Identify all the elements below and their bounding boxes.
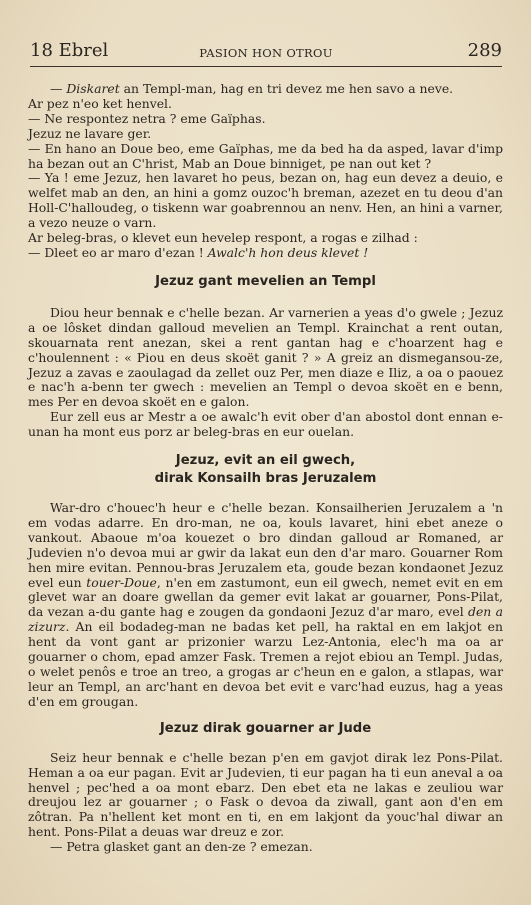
section-heading-2 bbox=[28, 452, 503, 488]
paragraph-italic: touer-Doue bbox=[86, 574, 157, 590]
dialogue-line-4: Jezuz ne lavare ger. bbox=[28, 125, 152, 141]
dialogue-text: an Templ-man, hag en tri devez me hen savo a neve. bbox=[119, 81, 454, 96]
paragraph-italic: den a zizurz bbox=[28, 604, 503, 635]
section-1-paragraph-2: Eur zell eus ar Mestr a oe awalc'h evit ober d'an abostol dont ennan e-unan ha mont eus porz ar beleg-bras en eur ouelan. bbox=[28, 409, 503, 440]
section-3-paragraph-2: — Petra glasket gant an den-ze ? emezan. bbox=[50, 839, 313, 855]
dialogue-line-3: — Ne respontez netra ? eme Gaïphas. bbox=[28, 110, 266, 126]
dialogue-line-8 bbox=[28, 246, 503, 261]
paragraph-text: . An eil bodadeg-man ne badas ket pell, ha raktal en em lakjot en hent da vont gant ar prizonier warzu Lez-Antonia, elec'h ma oa ar gouarner o chom, epad amzer Fask. Tremen a rejot ebiou an Templ. Judas, o welet penôs e troe an treo, a grogas ar c'heun en e galon, a stlapas, war leur an Templ, an arc'hant en devoa bet evit e varc'had euzus, hag a yeas d'en em grougan. bbox=[28, 619, 503, 709]
page-number: 289 bbox=[467, 40, 502, 61]
dialogue-line-1 bbox=[28, 82, 503, 97]
section-heading-2-line-1: Jezuz, evit an eil gwech, bbox=[175, 453, 356, 469]
section-2-paragraph bbox=[28, 501, 503, 710]
dialogue-text: — Dleet eo ar maro d'ezan ! bbox=[28, 244, 208, 260]
section-1-paragraph-1: Diou heur bennak e c'helle bezan. Ar varnerien a yeas d'o gwele ; Jezuz a oe lôsket dindan galloud mevelien an Templ. Krainchat a rent outan, skouarnata rent anezan, skei a rent gantan hag e c'hoarzent hag e c'houlennent : « Piou en deus skoët ganit ? » A greiz an dismegansou-ze, Jezuz a zavas e zaoulagad da zellet ouz Per, men diaze e Iliz, a oa o paouez e nac'h a-benn ter gwech : mevelien an Templ o devoa skoët en e benn, mes Per en devoa skoët en e galon. bbox=[28, 304, 503, 410]
section-heading-3: Jezuz dirak gouarner ar Jude bbox=[159, 720, 372, 736]
dialogue-line-7: Ar beleg-bras, o klevet eun hevelep respont, a rogas e zilhad : bbox=[28, 230, 418, 246]
paragraph-text: War-dro c'houec'h heur e c'helle bezan. Konsailherien Jeruzalem a 'n em vodas adarre. En dro-man, ne oa, kouls lavaret, hini ebet aneze o vankout. Abaoue m'oa kouezet o bro dindan galloud ar Romaned, ar Judevien n'o devoa mui ar gwir da lakat eun den d'ar maro. Gouarner Rom hen mire evitan. Pennou-bras Jeruzalem eta, goude bezan kondaonet Jezuz evel eun bbox=[28, 500, 503, 590]
section-heading-2-line-2: dirak Konsailh bras Jeruzalem bbox=[154, 471, 377, 487]
page-header bbox=[30, 40, 502, 67]
section-3-paragraph-1: Seiz heur bennak e c'helle bezan p'en em gavjot dirak lez Pons-Pilat. Heman a oa eur pagan. Evit ar Judevien, ti eur pagan ha ti eun aneval a oa henvel ; pec'hed a oa mont ebarz. Den ebet eta ne lakas e zeuliou war dreujou lez ar gouarner ; o Fask o devoa da ziwall, gant aon d'en em zôtran. Pa n'hellent ket mont en ti, en em lakjont da youc'hal diwar an hent. Pons-Pilat a deuas war dreuz e zor. bbox=[28, 749, 503, 840]
paragraph-text: , n'en em zastumont, eun eil gwech, nemet evit en em glevet war an doare gwellan da gemer evit lakat ar gouarner, Pons-Pilat, da vezan a-du gante hag e zougen da gondaoni Jezuz d'ar maro, evel bbox=[28, 574, 503, 620]
dialogue-italic: Awalc'h hon deus klevet ! bbox=[207, 244, 369, 260]
dialogue-line-5: — En hano an Doue beo, eme Gaïphas, me da bed ha da asped, lavar d'imp ha bezan out an C'hrist, Mab an Doue binniget, pe nan out ket ? bbox=[28, 140, 503, 171]
dialogue-dash: — bbox=[50, 81, 67, 96]
dialogue-italic: Diskaret bbox=[66, 81, 120, 96]
header-date: 18 Ebrel bbox=[30, 40, 109, 61]
dialogue-line-6: — Ya ! eme Jezuz, hen lavaret ho peus, bezan on, hag eun devez a deuio, e welfet mab an den, an hini a gomz ouzoc'h breman, azezet en tu deou d'an Holl-C'halloudeg, o tiskenn war goabrennou an nenv. Hen, an hini a varner, a vezo neuze o varn. bbox=[28, 170, 503, 231]
page-body bbox=[28, 82, 503, 855]
dialogue-line-2: Ar pez n'eo ket henvel. bbox=[28, 95, 172, 111]
running-title: PASION HON OTROU bbox=[199, 46, 333, 60]
section-heading-1: Jezuz gant mevelien an Templ bbox=[155, 273, 376, 289]
